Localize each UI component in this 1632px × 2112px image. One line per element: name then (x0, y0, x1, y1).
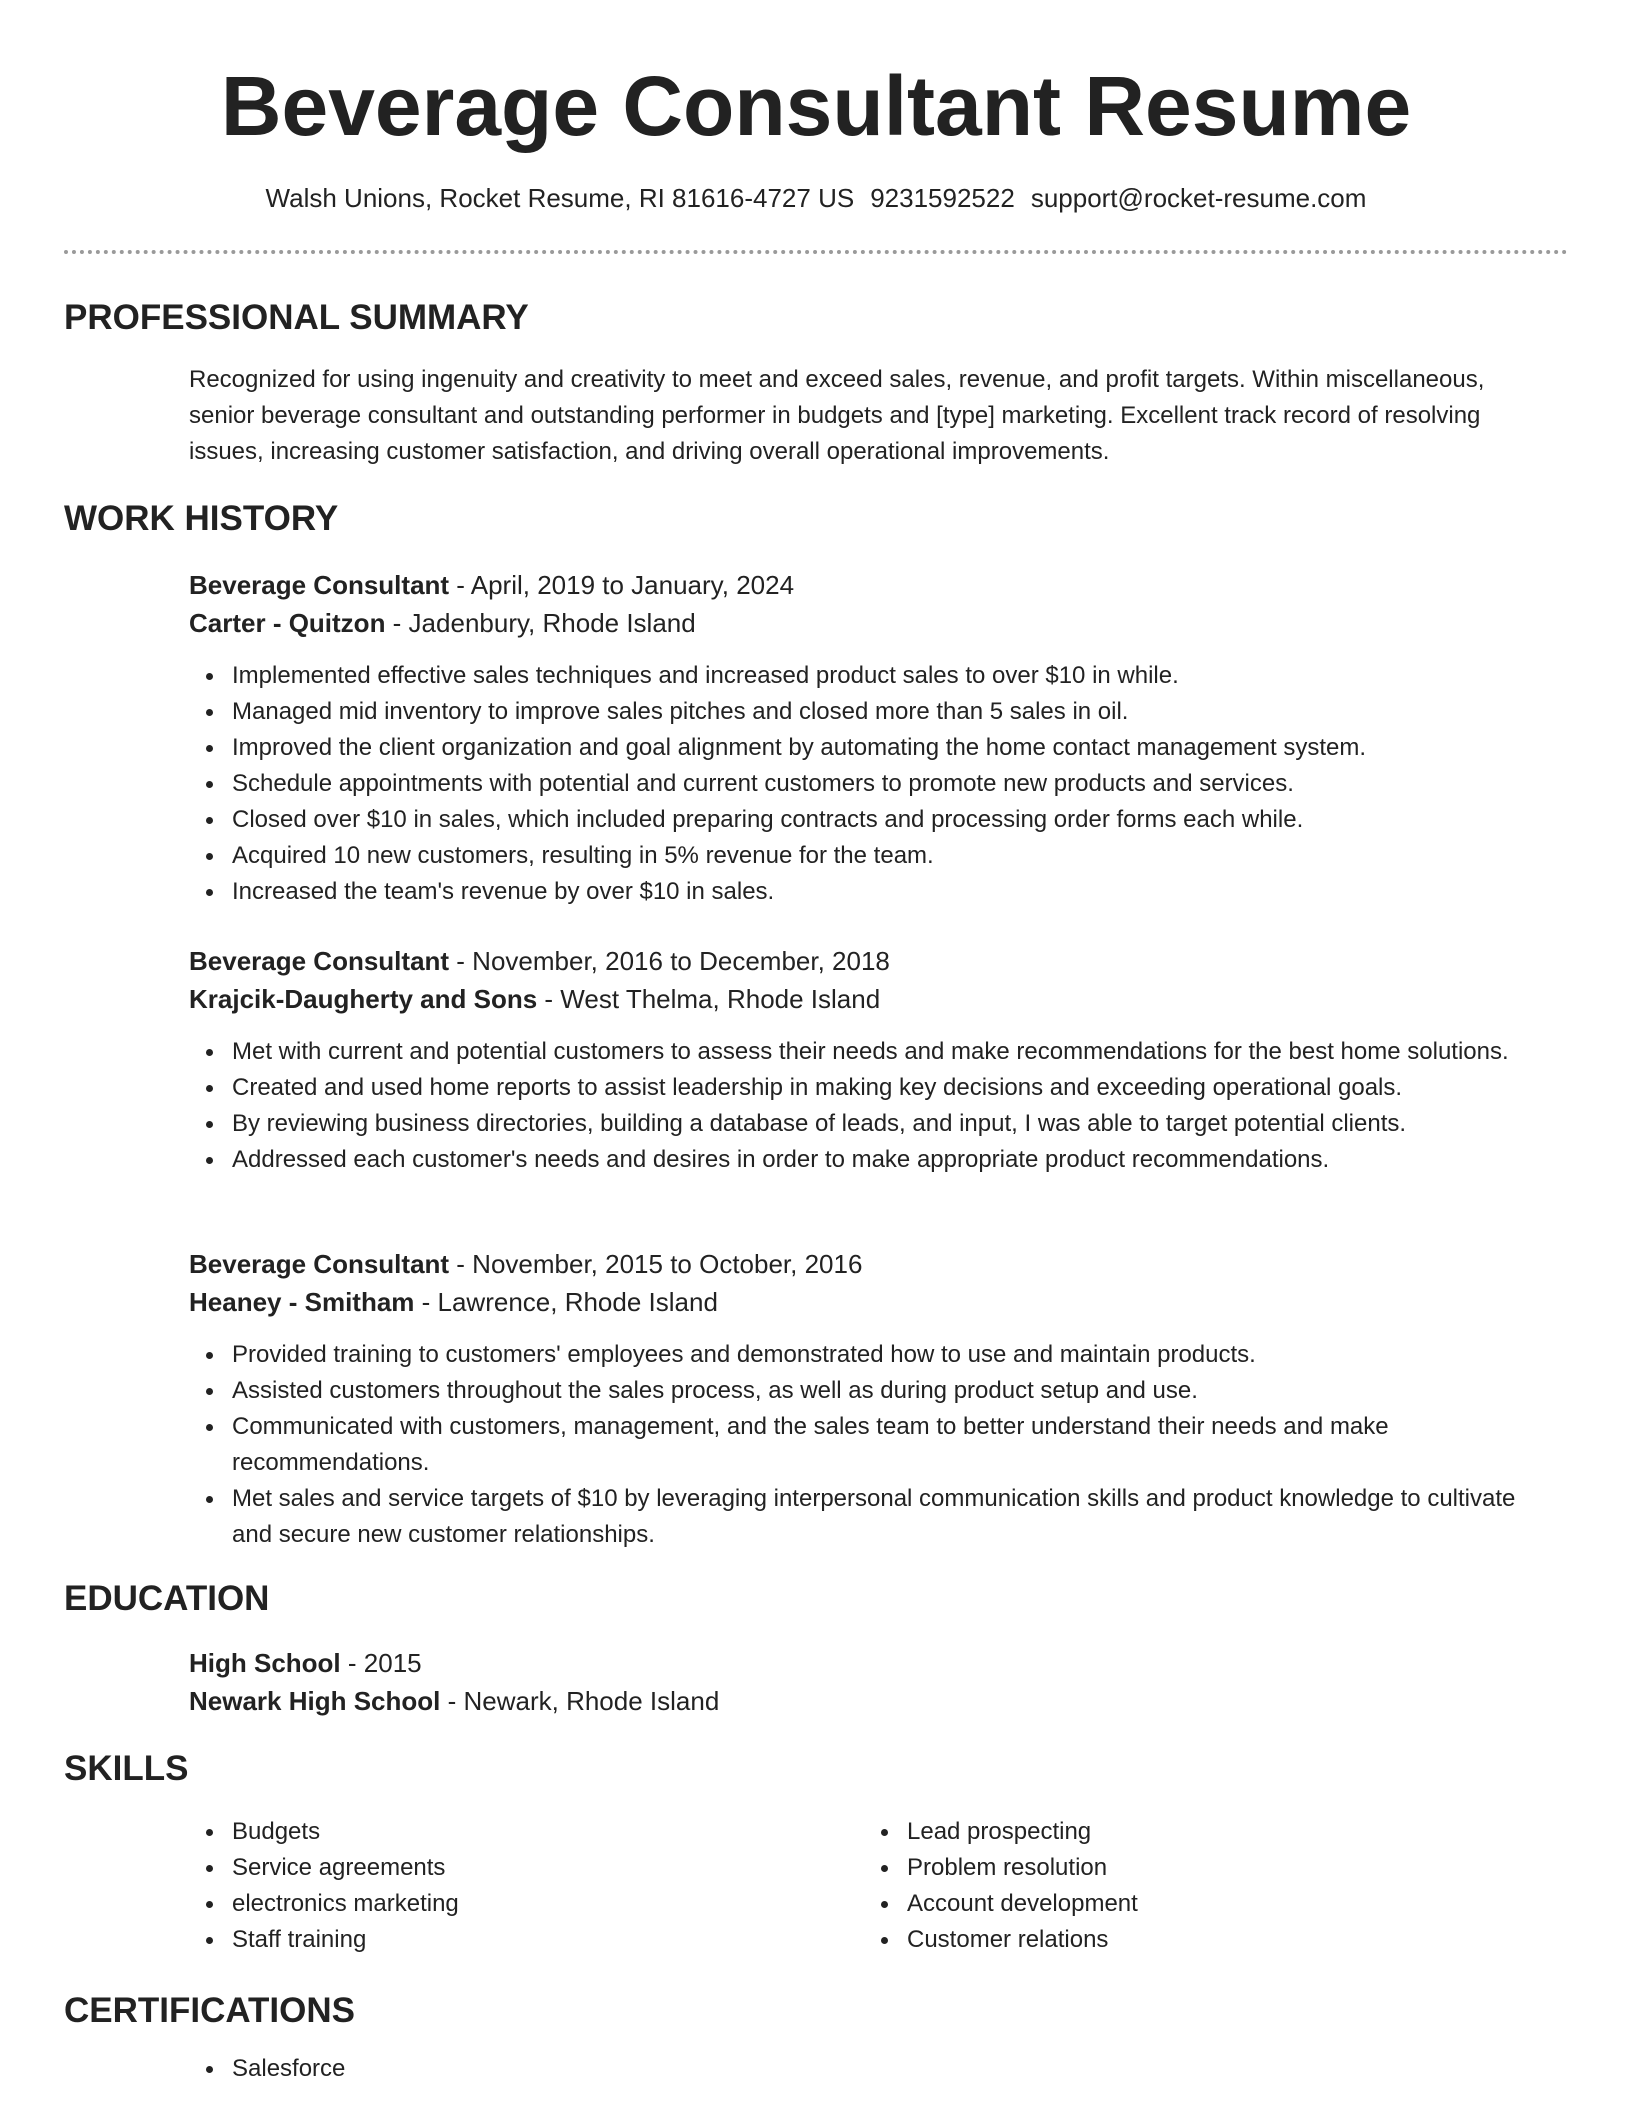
job-company: Heaney - Smitham (189, 1287, 415, 1317)
list-item: Account development (907, 1886, 1484, 1922)
resume-title: Beverage Consultant Resume (220, 59, 1412, 153)
job-location: - Jadenbury, Rhode Island (385, 608, 696, 638)
list-item: Managed mid inventory to improve sales pitches and closed more than 5 sales in oil. (232, 694, 1549, 730)
list-item: Met sales and service targets of $10 by leveraging interpersonal communication skills and product knowledge to cultivate and secure new customer relationships. (232, 1481, 1549, 1553)
list-item: Lead prospecting (907, 1814, 1484, 1850)
job-company-line (189, 1283, 1549, 1321)
contact-email: support@rocket-resume.com (1030, 183, 1367, 213)
list-item: By reviewing business directories, building a database of leads, and input, I was able to target potential clients. (232, 1106, 1549, 1142)
education-heading: EDUCATION (64, 1579, 270, 1618)
job-location: - West Thelma, Rhode Island (537, 984, 881, 1014)
list-item: Schedule appointments with potential and current customers to promote new products and services. (232, 766, 1549, 802)
certifications-heading: CERTIFICATIONS (64, 1991, 356, 2030)
list-item: Salesforce (232, 2051, 1549, 2087)
list-item: Assisted customers throughout the sales process, as well as during product setup and use. (232, 1373, 1549, 1409)
summary-heading: PROFESSIONAL SUMMARY (64, 298, 529, 337)
skills-heading: SKILLS (64, 1749, 189, 1788)
list-item: Acquired 10 new customers, resulting in 5% revenue for the team. (232, 838, 1549, 874)
school-name: Newark High School (189, 1686, 441, 1716)
job-title: Beverage Consultant (189, 570, 450, 600)
job-bullets (189, 658, 1549, 910)
certifications-list (189, 2051, 1549, 2087)
degree-line (189, 1644, 1549, 1682)
degree: High School (189, 1648, 341, 1678)
job-title-line (189, 1245, 1549, 1283)
list-item: Budgets (232, 1814, 809, 1850)
skills-column-right (864, 1814, 1484, 1958)
job-entry (189, 566, 1549, 910)
job-entry (189, 942, 1549, 1178)
job-dates: - April, 2019 to January, 2024 (449, 570, 795, 600)
header-divider (64, 250, 1568, 254)
list-item: Closed over $10 in sales, which included preparing contracts and processing order forms each while. (232, 802, 1549, 838)
job-entry (189, 1245, 1549, 1553)
work-history-heading: WORK HISTORY (64, 499, 339, 538)
contact-line (0, 180, 1632, 216)
job-title-line (189, 942, 1549, 980)
list-item: Service agreements (232, 1850, 809, 1886)
job-company: Carter - Quitzon (189, 608, 386, 638)
job-bullets (189, 1034, 1549, 1178)
list-item: Problem resolution (907, 1850, 1484, 1886)
job-title: Beverage Consultant (189, 946, 450, 976)
list-item: Provided training to customers' employees and demonstrated how to use and maintain products. (232, 1337, 1549, 1373)
contact-address: Walsh Unions, Rocket Resume, RI 81616-4727 US (265, 183, 855, 213)
job-bullets (189, 1337, 1549, 1553)
list-item: Improved the client organization and goal alignment by automating the home contact management system. (232, 730, 1549, 766)
list-item: Implemented effective sales techniques and increased product sales to over $10 in while. (232, 658, 1549, 694)
job-title-line (189, 566, 1549, 604)
job-company: Krajcik-Daugherty and Sons (189, 984, 538, 1014)
school-line (189, 1682, 1549, 1720)
list-item: electronics marketing (232, 1886, 809, 1922)
list-item: Communicated with customers, management, and the sales team to better understand their needs and make recommendations. (232, 1409, 1549, 1481)
list-item: Staff training (232, 1922, 809, 1958)
list-item: Increased the team's revenue by over $10 in sales. (232, 874, 1549, 910)
job-company-line (189, 980, 1549, 1018)
education-entry (189, 1644, 1549, 1720)
job-dates: - November, 2016 to December, 2018 (449, 946, 890, 976)
list-item: Addressed each customer's needs and desires in order to make appropriate product recommendations. (232, 1142, 1549, 1178)
summary-text: Recognized for using ingenuity and creativity to meet and exceed sales, revenue, and profit targets. Within miscellaneous, senior beverage consultant and outstanding performer in budgets and [type] marketing. Excellent track record of resolving issues, increasing customer satisfaction, and driving overall operational improvements. (189, 366, 1485, 465)
list-item: Met with current and potential customers to assess their needs and make recommendations for the best home solutions. (232, 1034, 1549, 1070)
job-dates: - November, 2015 to October, 2016 (449, 1249, 863, 1279)
skills-list (864, 1814, 1484, 1958)
list-item: Created and used home reports to assist leadership in making key decisions and exceeding operational goals. (232, 1070, 1549, 1106)
job-location: - Lawrence, Rhode Island (414, 1287, 718, 1317)
degree-year: - 2015 (340, 1648, 422, 1678)
job-title: Beverage Consultant (189, 1249, 450, 1279)
certifications-entry (189, 2051, 1549, 2087)
skills-list (189, 1814, 809, 1958)
job-company-line (189, 604, 1549, 642)
skills-column-left (189, 1814, 809, 1958)
list-item: Customer relations (907, 1922, 1484, 1958)
contact-phone: 9231592522 (870, 183, 1015, 213)
school-location: - Newark, Rhode Island (440, 1686, 720, 1716)
